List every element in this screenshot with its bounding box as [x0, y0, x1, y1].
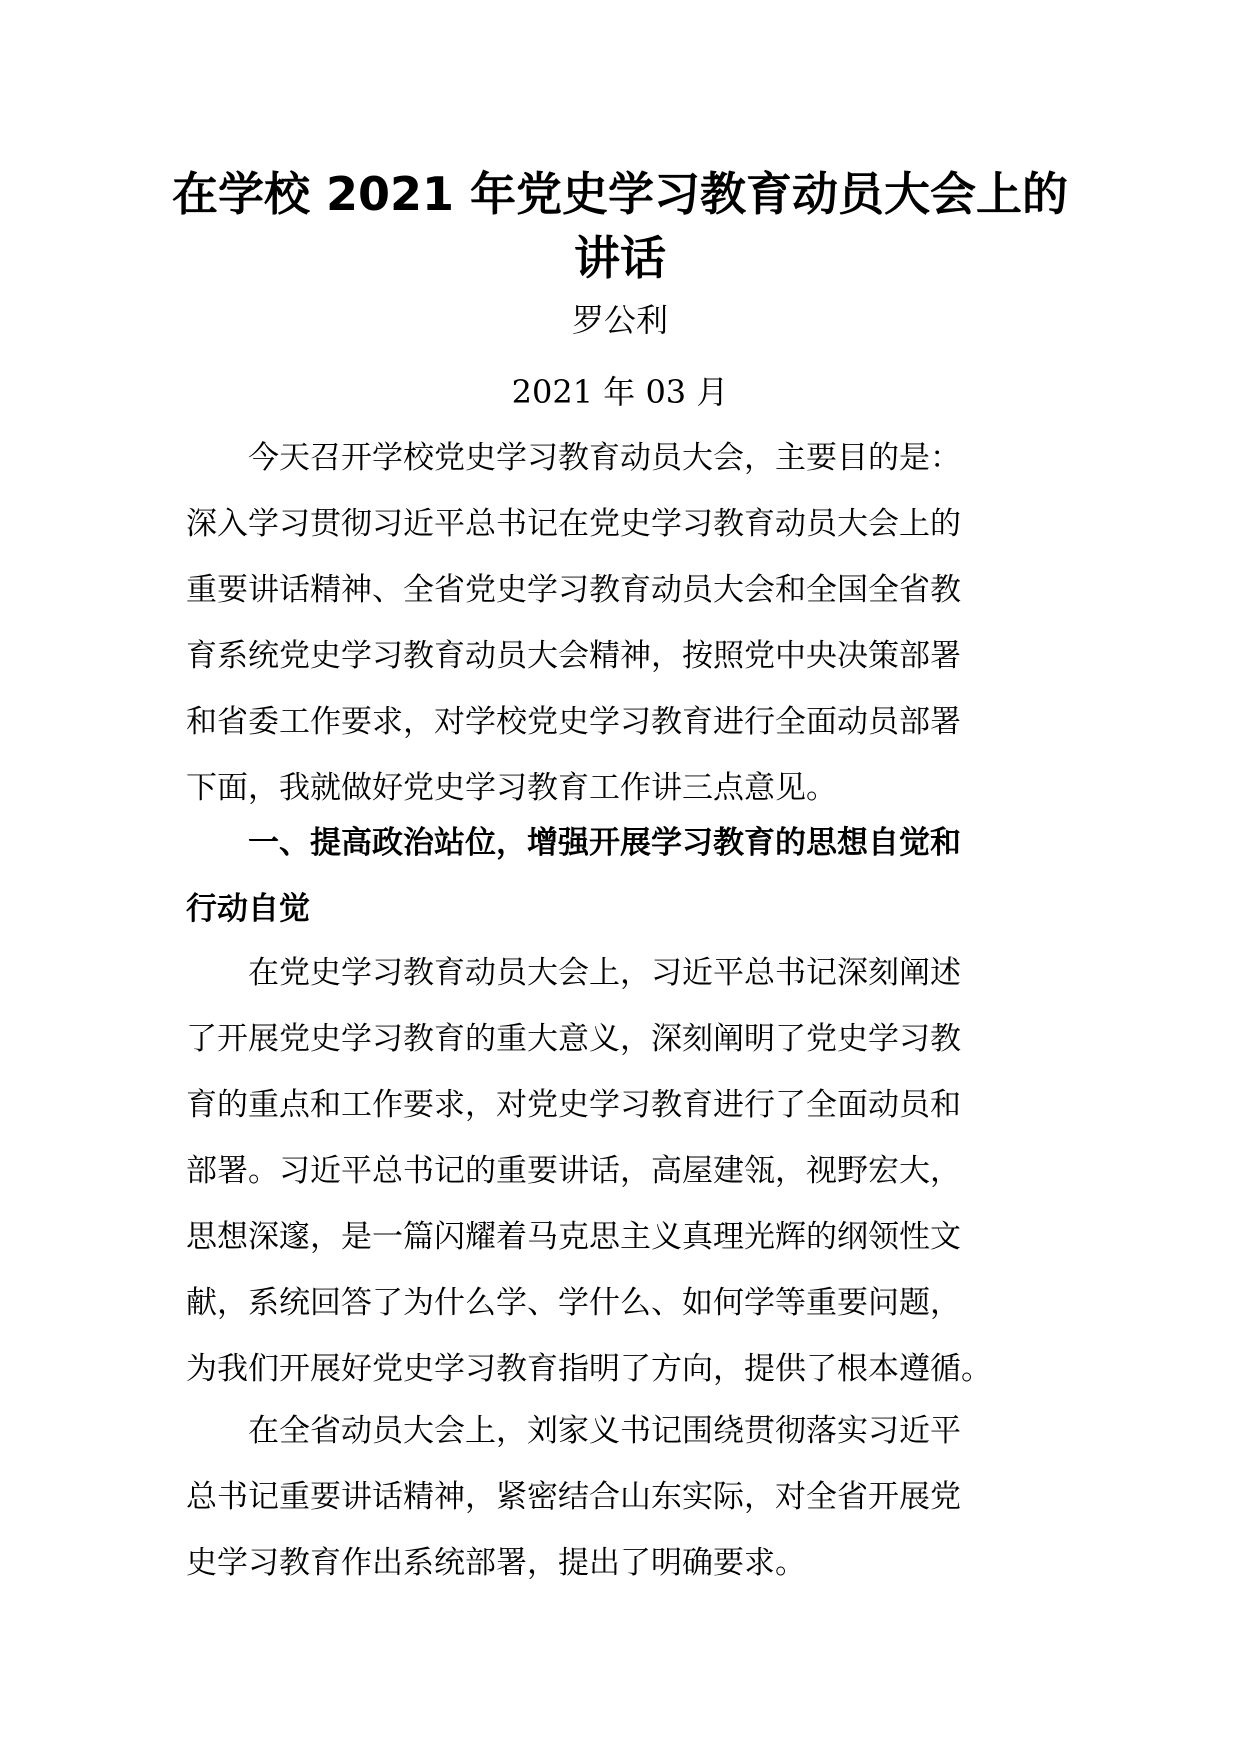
paragraph-line: 下面，我就做好党史学习教育工作讲三点意见。	[186, 770, 837, 806]
section-heading-1	[186, 810, 1056, 942]
paragraph-line: 献，系统回答了为什么学、学什么、如何学等重要问题，	[186, 1285, 961, 1321]
paragraph-line: 思想深邃，是一篇闪耀着马克思主义真理光辉的纲领性文	[186, 1219, 961, 1255]
paragraph-line: 史学习教育作出系统部署，提出了明确要求。	[186, 1545, 806, 1581]
paragraph-line: 深入学习贯彻习近平总书记在党史学习教育动员大会上的	[186, 506, 961, 542]
paragraph-line: 育的重点和工作要求，对党史学习教育进行了全面动员和	[186, 1087, 961, 1123]
title-line-2: 讲话	[574, 231, 666, 285]
paragraph-1	[186, 425, 1056, 821]
paragraph-line: 了开展党史学习教育的重大意义，深刻阐明了党史学习教	[186, 1021, 961, 1057]
paragraph-line: 总书记重要讲话精神，紧密结合山东实际，对全省开展党	[186, 1479, 961, 1515]
paragraph-line: 今天召开学校党史学习教育动员大会，主要目的是：	[248, 440, 961, 476]
heading-line: 行动自觉	[186, 891, 310, 927]
title-line-1: 在学校 2021 年党史学习教育动员大会上的	[171, 167, 1069, 221]
heading-line: 一、提高政治站位，增强开展学习教育的思想自觉和	[248, 825, 961, 861]
paragraph-2	[186, 940, 1056, 1402]
paragraph-line: 和省委工作要求，对学校党史学习教育进行全面动员部署	[186, 704, 961, 740]
document-title	[150, 162, 1090, 290]
paragraph-line: 育系统党史学习教育动员大会精神，按照党中央决策部署	[186, 638, 961, 674]
paragraph-line: 在党史学习教育动员大会上，习近平总书记深刻阐述	[248, 955, 961, 991]
paragraph-3	[186, 1398, 1056, 1596]
paragraph-line: 重要讲话精神、全省党史学习教育动员大会和全国全省教	[186, 572, 961, 608]
paragraph-line: 在全省动员大会上，刘家义书记围绕贯彻落实习近平	[248, 1413, 961, 1449]
document-date: 2021 年 03 月	[511, 373, 729, 411]
author-name: 罗公利	[571, 301, 668, 339]
paragraph-line: 为我们开展好党史学习教育指明了方向，提供了根本遵循。	[186, 1351, 992, 1387]
paragraph-line: 部署。习近平总书记的重要讲话，高屋建瓴，视野宏大，	[186, 1153, 961, 1189]
